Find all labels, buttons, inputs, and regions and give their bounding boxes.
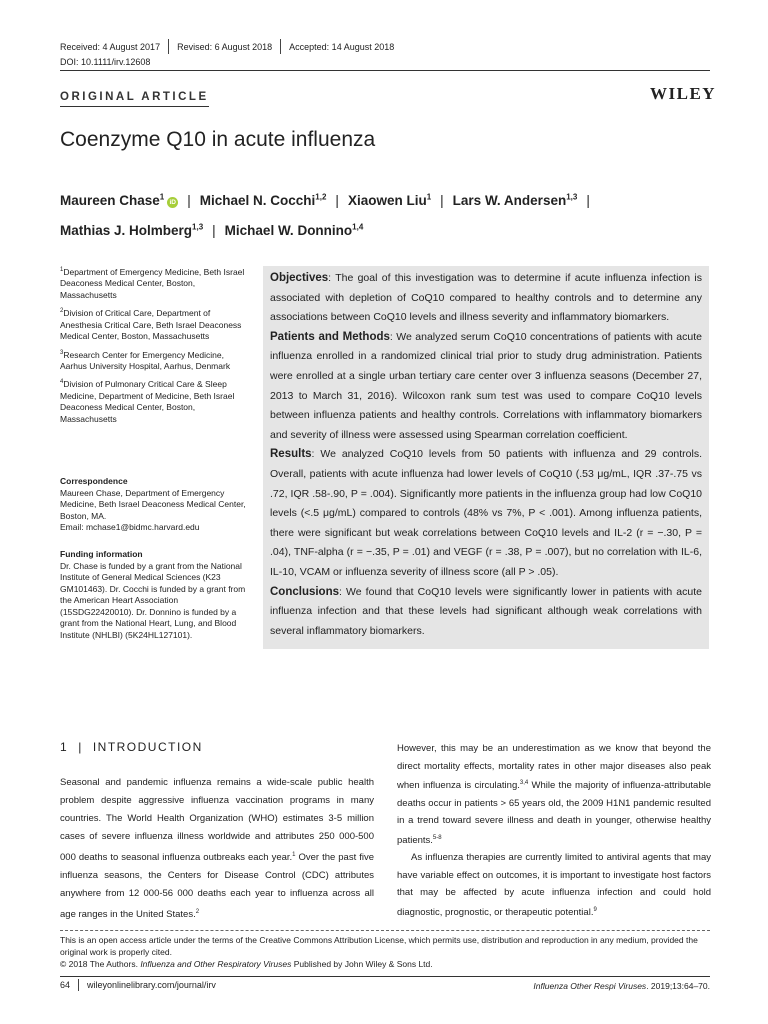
accepted-date: Accepted: 14 August 2018 (289, 41, 395, 52)
publisher-logo: WILEY (650, 84, 717, 103)
paragraph: As influenza therapies are currently limited to antiviral agents that may have variable effect on outcomes, it is important to investigate host factors that may be affected by acute influenza infection and could hold diagnostic, prognostic, or therapeutic potential.$^9$ (397, 852, 711, 918)
section-heading: 1 | INTRODUCTION (60, 740, 203, 754)
abstract-results: Results: We analyzed CoQ10 levels from 50 patients with influenza and 29 controls. Overall, patients with acute influenza had lower levels of CoQ10 (.53 μg/mL, IQR .37-.75 vs .72, IQR .58-.90, P = .004). Significantly more patients in the influenza group had low CoQ10 levels (<.5 μg/mL) compared to controls (48% vs 7%, P < .001). Among influenza patients, there were significant but weak correlations between CoQ10 levels and IL-2 (r = −.30, P = .04), TNF-alpha (r = −.35, P = .01) and VEGF (r = .38, P = .007), but no correlation with IL-6, IL-10, VCAM or influenza severity of illness score (all P > .05). (270, 448, 702, 578)
author[interactable]: Michael N. Cocchi$^{1,2}$ (199, 192, 327, 208)
citation[interactable]: 2 (195, 909, 200, 916)
divider (280, 39, 281, 54)
correspondence-text: Maureen Chase, Department of Emergency Medicine, Beth Israel Deaconess Medical Center, Boston, MA. (60, 487, 246, 521)
footer-left (60, 979, 216, 991)
author[interactable]: Michael W. Donnino$^{1,4}$ (224, 222, 364, 238)
author[interactable]: Lars W. Andersen$^{1,3}$ (452, 192, 578, 208)
affiliation: $^3$Research Center for Emergency Medicine, Aarhus University Hospital, Aarhus, Denmark (60, 349, 231, 371)
citation[interactable]: 1 (292, 852, 296, 858)
author[interactable]: Mathias J. Holmberg$^{1,3}$ (60, 222, 204, 238)
affiliations (60, 265, 250, 430)
funding-heading: Funding information (60, 549, 143, 559)
separator: | (187, 192, 191, 208)
intro-column-2 (397, 740, 711, 921)
correspondence-email[interactable]: Email: mchase1@bidmc.harvard.edu (60, 522, 200, 532)
orcid-icon[interactable]: iD (167, 197, 178, 208)
abstract-objectives: Objectives: The goal of this investigation was to determine if acute influenza infection is associated with depletion of CoQ10 compared to healthy controls and to determine any associations between CoQ10 levels and illness severity and inflammatory biomarkers. (270, 272, 702, 324)
affiliation: $^4$Division of Pulmonary Critical Care & Sleep Medicine, Department of Medicine, Beth Israel Deaconess Medical Center, Boston, Massachusetts (60, 379, 235, 424)
doi[interactable]: DOI: 10.1111/irv.12608 (60, 57, 151, 67)
article-type: ORIGINAL ARTICLE (60, 91, 209, 107)
license-text: This is an open access article under the terms of the Creative Commons Attribution License, which permits use, distribution and reproduction in any medium, provided the original work is properly cited. (60, 935, 698, 957)
author[interactable]: Xiaowen Liu$^1$ (347, 192, 432, 208)
article-dates (60, 39, 394, 54)
abstract-conclusions: Conclusions: We found that CoQ10 levels were significantly lower in patients with acute influenza infection and that these levels had significant although weak correlations with several inflammatory biomarkers. (270, 585, 702, 637)
intro-column-1 (60, 774, 374, 924)
citation[interactable]: 9 (593, 906, 597, 913)
revised-date: Revised: 6 August 2018 (177, 41, 273, 52)
funding (60, 549, 250, 641)
separator: | (586, 192, 590, 208)
citation-info: Influenza Other Respi Viruses. 2019;13:64–70. (533, 981, 710, 991)
paragraph: Seasonal and pandemic influenza remains a wide-scale public health problem despite aggressive influenza vaccination programs in many countries. The World Health Organization (WHO) estimates 3-5 million cases of severe influenza illness worldwide and attributes 250 000-500 000 deaths to seasonal influenza outbreaks each year.$^1$ Over the past five influenza seasons, the Centers for Disease Control (CDC) attributes anywhere from 12 000-56 000 deaths each year to influenza across all age ranges in the United States.$^2$ (60, 777, 374, 921)
separator: | (212, 223, 216, 238)
correspondence-heading: Correspondence (60, 476, 128, 486)
citation[interactable]: 5-8 (432, 834, 442, 841)
divider (78, 979, 79, 991)
journal-url[interactable]: wileyonlinelibrary.com/journal/irv (87, 980, 216, 990)
citation[interactable]: 3,4 (519, 780, 529, 786)
abstract-methods: Patients and Methods: We analyzed serum CoQ10 concentrations of patients with acute influenza enrolled in a randomized clinical trial prior to study drug administration. Patients were enrolled at a single urban tertiary care center over 3 influenza seasons (December 27, 2013 to March 31, 2016). Wilcoxon rank sum test was used to compare CoQ10 levels between influenza patients and healthy controls. Correlations with inflammatory biomarkers and severity of illness were assessed using Spearman correlation coefficient. (270, 330, 702, 441)
header-rule (60, 70, 710, 71)
received-date: Received: 4 August 2017 (60, 41, 161, 52)
separator: | (440, 192, 444, 208)
license-notice (60, 934, 710, 970)
copyright: © 2018 The Authors. Influenza and Other Respiratory Viruses Published by John Wiley & Sons Ltd. (60, 959, 433, 969)
footer-rule (60, 976, 710, 977)
author[interactable]: Maureen Chase$^1$ (60, 192, 165, 208)
separator: | (335, 192, 339, 208)
article-title: Coenzyme Q10 in acute influenza (60, 128, 376, 151)
page-number: 64 (60, 980, 71, 990)
affiliation: $^1$Department of Emergency Medicine, Beth Israel Deaconess Medical Center, Boston, Massachusetts (60, 266, 245, 300)
correspondence (60, 476, 250, 534)
funding-text: Dr. Chase is funded by a grant from the National Institute of General Medical Sciences (K23 GM101463). Dr. Cocchi is funded by a grant from the American Heart Association (15SDG22420010). Dr. Donnino is funded by a grant from the National Heart, Lung, and Blood Institute (NHLBI) (5K24HL127101). (60, 560, 246, 640)
affiliation: $^2$Division of Critical Care, Department of Anesthesia Critical Care, Beth Israel Deaconess Medical Center, Boston, Massachusetts (60, 308, 242, 342)
divider (168, 39, 169, 54)
paragraph: However, this may be an underestimation as we know that beyond the direct mortality effects, mortality rates in other major diseases also peak when influenza is circulating.$^{3,4}$ While the majority of influenza-attributable deaths occur in patients > 65 years old, the 2009 H1N1 pandemic resulted in a trend toward severe illness and death in younger, otherwise healthy patients.$^{5-8}$ (397, 743, 711, 846)
footer-rule (60, 930, 710, 931)
author-list (60, 183, 720, 244)
abstract-box (263, 266, 709, 649)
